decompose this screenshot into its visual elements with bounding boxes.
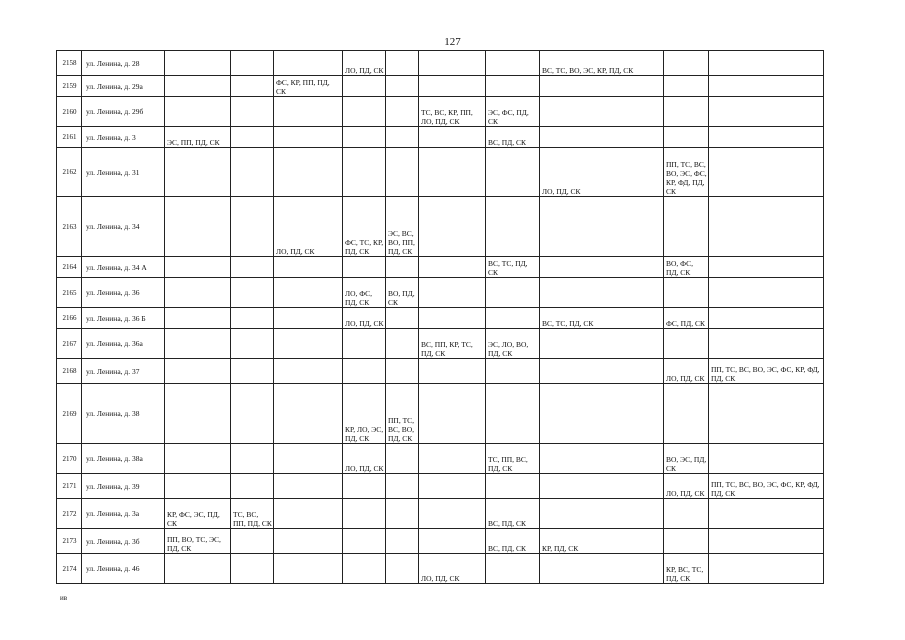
address-cell: ул. Ленина, д. 31: [82, 148, 165, 197]
service-cell: [709, 308, 824, 329]
service-cell: ПП, ВО, ТС, ЭС, ПД, СК: [165, 529, 231, 554]
service-cell: [540, 474, 664, 499]
service-cell: [386, 529, 419, 554]
service-cell: [274, 444, 343, 474]
service-cell: [274, 529, 343, 554]
service-cell: [386, 444, 419, 474]
service-cell: [386, 97, 419, 127]
service-cell: [386, 359, 419, 384]
address-cell: ул. Ленина, д. 37: [82, 359, 165, 384]
address-cell: ул. Ленина, д. 34: [82, 197, 165, 257]
address-cell: ул. Ленина, д. 46: [82, 554, 165, 584]
service-cell: ВС, ТС, ВО, ЭС, КР, ПД, СК: [540, 51, 664, 76]
service-cell: КР, ВС, ТС, ПД, СК: [664, 554, 709, 584]
service-cell: [274, 148, 343, 197]
service-cell: [343, 529, 386, 554]
service-cell: [486, 384, 540, 444]
service-cell: [386, 51, 419, 76]
service-cell: [486, 51, 540, 76]
service-cell: [540, 384, 664, 444]
service-cell: ФС, ТС, КР, ПД, СК: [343, 197, 386, 257]
table-row: [57, 76, 824, 97]
service-cell: [231, 444, 274, 474]
service-cell: [486, 148, 540, 197]
service-cell: [664, 51, 709, 76]
service-cell: [165, 554, 231, 584]
service-cell: ЛО, ФС, ПД, СК: [343, 278, 386, 308]
table-row: [57, 384, 824, 444]
service-cell: [386, 148, 419, 197]
service-cell: [664, 529, 709, 554]
service-cell: [709, 51, 824, 76]
table-row: [57, 529, 824, 554]
row-number-cell: 2174: [57, 554, 82, 584]
service-cell: [386, 554, 419, 584]
service-cell: [343, 76, 386, 97]
service-cell: [274, 308, 343, 329]
row-number-cell: 2163: [57, 197, 82, 257]
service-cell: [231, 329, 274, 359]
service-cell: [165, 197, 231, 257]
service-cell: [419, 76, 486, 97]
service-cell: [709, 148, 824, 197]
service-cell: [165, 359, 231, 384]
service-cell: [540, 76, 664, 97]
service-cell: [664, 499, 709, 529]
address-cell: ул. Ленина, д. 36 Б: [82, 308, 165, 329]
service-cell: ЭС, ВС, ВО, ПП, ПД, СК: [386, 197, 419, 257]
row-number-cell: 2168: [57, 359, 82, 384]
service-cell: [664, 127, 709, 148]
service-cell: ВС, ПД, СК: [486, 529, 540, 554]
service-cell: КР, ПД, СК: [540, 529, 664, 554]
service-cell: [664, 278, 709, 308]
service-cell: [486, 278, 540, 308]
service-cell: ПП, ТС, ВС, ВО, ЭС, ФС, КР, ФД, ПД, СК: [709, 474, 824, 499]
service-cell: [419, 384, 486, 444]
service-cell: ПП, ТС, ВС, ВО, ЭС, ФС, КР, ФД, ПД, СК: [664, 148, 709, 197]
service-cell: [274, 97, 343, 127]
service-cell: [419, 444, 486, 474]
row-number-cell: 2165: [57, 278, 82, 308]
service-cell: [709, 529, 824, 554]
table-row: [57, 148, 824, 197]
table-row: [57, 257, 824, 278]
address-cell: ул. Ленина, д. 3б: [82, 529, 165, 554]
document-table: [56, 50, 824, 584]
service-cell: [540, 499, 664, 529]
table-row: [57, 474, 824, 499]
service-cell: [540, 329, 664, 359]
service-cell: [343, 127, 386, 148]
service-cell: [343, 97, 386, 127]
service-cell: [664, 329, 709, 359]
service-cell: [709, 127, 824, 148]
service-cell: [486, 359, 540, 384]
service-cell: [419, 257, 486, 278]
service-cell: [386, 257, 419, 278]
service-cell: [231, 257, 274, 278]
service-cell: [231, 308, 274, 329]
service-cell: [165, 308, 231, 329]
page-number: 127: [444, 36, 461, 48]
service-cell: [709, 329, 824, 359]
row-number-cell: 2166: [57, 308, 82, 329]
service-cell: [709, 554, 824, 584]
service-cell: [664, 76, 709, 97]
service-cell: [165, 278, 231, 308]
service-cell: [231, 127, 274, 148]
address-cell: ул. Ленина, д. 38: [82, 384, 165, 444]
address-cell: ул. Ленина, д. 39: [82, 474, 165, 499]
service-cell: [709, 197, 824, 257]
service-cell: [165, 148, 231, 197]
address-cell: ул. Ленина, д. 29б: [82, 97, 165, 127]
service-cell: ВС, ПД, СК: [486, 127, 540, 148]
service-cell: [231, 474, 274, 499]
service-cell: [540, 554, 664, 584]
service-cell: [274, 127, 343, 148]
service-cell: [274, 257, 343, 278]
service-cell: [343, 474, 386, 499]
address-cell: ул. Ленина, д. 3а: [82, 499, 165, 529]
service-cell: [274, 474, 343, 499]
address-cell: ул. Ленина, д. 3: [82, 127, 165, 148]
service-cell: ВО, ЭС, ПД, СК: [664, 444, 709, 474]
service-cell: ЛО, ПД, СК: [343, 444, 386, 474]
service-cell: [165, 97, 231, 127]
table-row: [57, 197, 824, 257]
service-cell: [709, 76, 824, 97]
service-cell: [231, 384, 274, 444]
service-cell: ВО, ПД, СК: [386, 278, 419, 308]
table-row: [57, 308, 824, 329]
service-cell: [165, 257, 231, 278]
service-cell: [709, 97, 824, 127]
row-number-cell: 2171: [57, 474, 82, 499]
service-cell: КР, ФС, ЭС, ПД, СК: [165, 499, 231, 529]
service-cell: [231, 529, 274, 554]
service-cell: [274, 499, 343, 529]
table-row: [57, 444, 824, 474]
address-cell: ул. Ленина, д. 34 А: [82, 257, 165, 278]
service-cell: ВО, ФС, ПД, СК: [664, 257, 709, 278]
service-cell: [165, 474, 231, 499]
row-number-cell: 2159: [57, 76, 82, 97]
service-cell: ПП, ТС, ВС, ВО, ЭС, ФС, КР, ФД, ПД, СК: [709, 359, 824, 384]
address-cell: ул. Ленина, д. 38а: [82, 444, 165, 474]
service-cell: [664, 384, 709, 444]
service-cell: [231, 197, 274, 257]
service-cell: [664, 97, 709, 127]
address-cell: ул. Ленина, д. 28: [82, 51, 165, 76]
table-row: [57, 329, 824, 359]
service-cell: [419, 474, 486, 499]
service-cell: [419, 148, 486, 197]
service-cell: [386, 127, 419, 148]
service-cell: [165, 329, 231, 359]
service-cell: [540, 127, 664, 148]
address-cell: ул. Ленина, д. 29а: [82, 76, 165, 97]
service-cell: [274, 329, 343, 359]
service-cell: [419, 278, 486, 308]
service-cell: [231, 76, 274, 97]
service-cell: [709, 499, 824, 529]
service-cell: ТС, ВС, КР, ПП, ЛО, ПД, СК: [419, 97, 486, 127]
table-row: [57, 359, 824, 384]
service-cell: ЛО, ПД, СК: [664, 474, 709, 499]
service-cell: [231, 148, 274, 197]
service-cell: [540, 359, 664, 384]
table-row: [57, 51, 824, 76]
service-cell: [540, 278, 664, 308]
service-cell: [343, 257, 386, 278]
service-cell: [274, 554, 343, 584]
service-cell: [486, 554, 540, 584]
service-cell: [274, 278, 343, 308]
row-number-cell: 2160: [57, 97, 82, 127]
row-number-cell: 2164: [57, 257, 82, 278]
service-cell: ЛО, ПД, СК: [664, 359, 709, 384]
service-cell: ЛО, ПД, СК: [540, 148, 664, 197]
service-cell: ЛО, ПД, СК: [419, 554, 486, 584]
service-cell: [486, 76, 540, 97]
row-number-cell: 2158: [57, 51, 82, 76]
service-cell: [165, 76, 231, 97]
service-cell: [709, 257, 824, 278]
row-number-cell: 2167: [57, 329, 82, 359]
service-cell: [386, 474, 419, 499]
service-cell: [386, 76, 419, 97]
service-cell: [709, 444, 824, 474]
service-cell: [231, 97, 274, 127]
service-cell: ЭС, ЛО, ВО, ПД, СК: [486, 329, 540, 359]
service-cell: [231, 554, 274, 584]
service-cell: [540, 257, 664, 278]
service-cell: [540, 444, 664, 474]
service-cell: [231, 51, 274, 76]
service-cell: [486, 197, 540, 257]
table-row: [57, 499, 824, 529]
service-cell: [343, 329, 386, 359]
service-cell: ВС, ТС, ПД, СК: [486, 257, 540, 278]
service-cell: [486, 308, 540, 329]
page-footer: ив: [60, 594, 68, 602]
service-cell: [165, 384, 231, 444]
row-number-cell: 2172: [57, 499, 82, 529]
service-cell: [419, 51, 486, 76]
service-cell: ВС, ПП, КР, ТС, ПД, СК: [419, 329, 486, 359]
table-row: [57, 97, 824, 127]
service-cell: ЛО, ПД, СК: [343, 308, 386, 329]
service-cell: [419, 499, 486, 529]
service-cell: [419, 529, 486, 554]
service-cell: [386, 329, 419, 359]
service-cell: [419, 359, 486, 384]
service-cell: [540, 197, 664, 257]
service-cell: [165, 444, 231, 474]
service-cell: [343, 554, 386, 584]
row-number-cell: 2173: [57, 529, 82, 554]
service-cell: ЭС, ФС, ПД, СК: [486, 97, 540, 127]
service-cell: ФС, ПД, СК: [664, 308, 709, 329]
service-cell: ПП, ТС, ВС, ВО, ПД, СК: [386, 384, 419, 444]
service-cell: [343, 499, 386, 529]
service-cell: [419, 197, 486, 257]
service-cell: ЛО, ПД, СК: [343, 51, 386, 76]
service-cell: ВС, ТС, ПД, СК: [540, 308, 664, 329]
service-cell: [486, 474, 540, 499]
service-cell: ВС, ПД, СК: [486, 499, 540, 529]
service-cell: [386, 499, 419, 529]
row-number-cell: 2169: [57, 384, 82, 444]
service-cell: КР, ЛО, ЭС, ПД, СК: [343, 384, 386, 444]
service-cell: [165, 51, 231, 76]
service-cell: ЛО, ПД, СК: [274, 197, 343, 257]
service-cell: [419, 127, 486, 148]
service-cell: ЭС, ПП, ПД, СК: [165, 127, 231, 148]
service-cell: [231, 278, 274, 308]
address-cell: ул. Ленина, д. 36: [82, 278, 165, 308]
service-cell: ТС, ВС, ПП, ПД, СК: [231, 499, 274, 529]
table-row: [57, 127, 824, 148]
address-cell: ул. Ленина, д. 36а: [82, 329, 165, 359]
service-cell: [343, 148, 386, 197]
service-cell: ТС, ПП, ВС, ПД, СК: [486, 444, 540, 474]
service-cell: [664, 197, 709, 257]
table-row: [57, 554, 824, 584]
service-cell: [343, 359, 386, 384]
service-cell: [231, 359, 274, 384]
service-cell: [274, 51, 343, 76]
service-cell: [709, 278, 824, 308]
service-cell: [419, 308, 486, 329]
service-cell: [540, 97, 664, 127]
row-number-cell: 2161: [57, 127, 82, 148]
service-cell: [386, 308, 419, 329]
service-cell: ФС, КР, ПП, ПД, СК: [274, 76, 343, 97]
row-number-cell: 2162: [57, 148, 82, 197]
service-cell: [274, 384, 343, 444]
row-number-cell: 2170: [57, 444, 82, 474]
service-cell: [709, 384, 824, 444]
table-row: [57, 278, 824, 308]
service-cell: [274, 359, 343, 384]
